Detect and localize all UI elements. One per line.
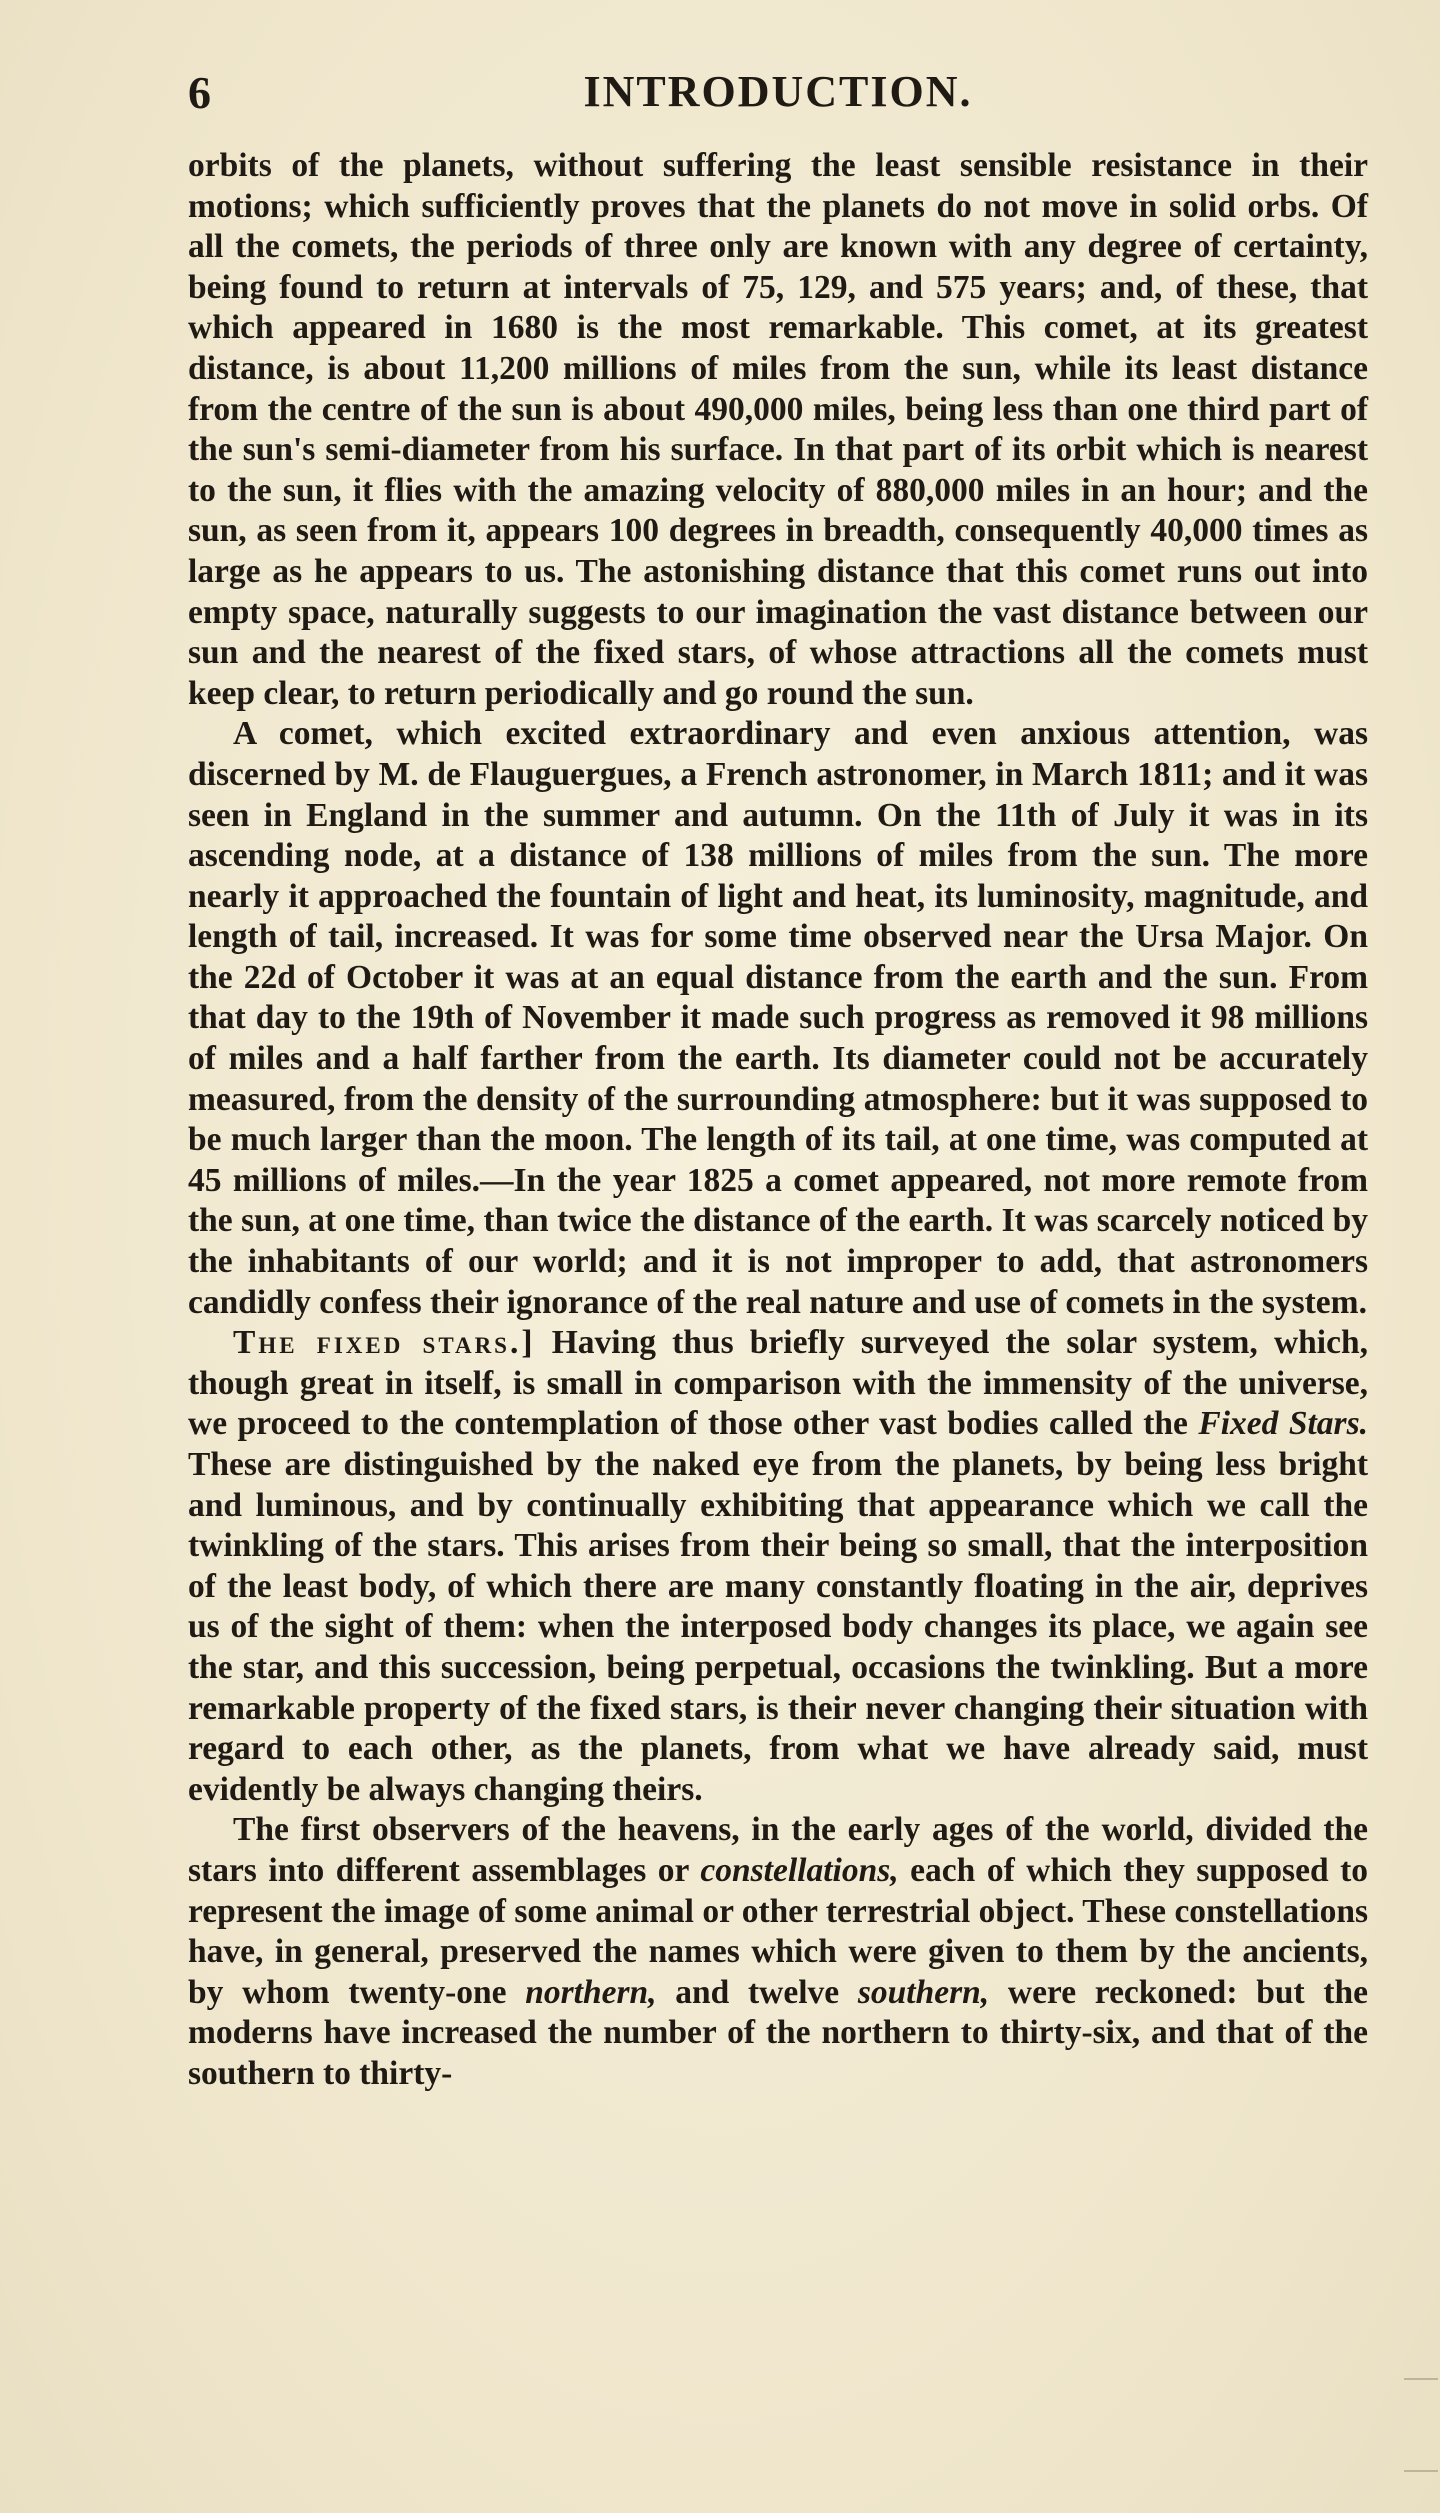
page-header: [188, 66, 1368, 126]
running-head: INTRODUCTION.: [583, 67, 973, 116]
paragraph-comet-1811: A comet, which excited extraordinary and even anxious attention, was discerned by M. de Flauguergues, a French astronomer, in March 1811; and it was seen in England in the summer and autumn. On the 11th of July it was in its ascending node, at a distance of 138 millions of miles from the sun. The more nearly it approached the fountain of light and heat, its luminosity, magnitude, and length of tail, increased. It was for some time observed near the Ursa Major. On the 22d of October it was at an equal distance from the earth and the sun. From that day to the 19th of November it made such progress as removed it 98 millions of miles and a half farther from the earth. Its diameter could not be accurately measured, from the density of the surrounding atmosphere: but it was supposed to be much larger than the moon. The length of its tail, at one time, was computed at 45 millions of miles.—In the year 1825 a comet appeared, not more remote from the sun, at one time, than twice the distance of the earth. It was scarcely noticed by the inhabitants of our world; and it is not improper to add, that astronomers candidly confess their ignorance of the real nature and use of comets in the system.: [188, 715, 1368, 1321]
paragraph-constellations: [188, 1810, 1368, 2094]
body-text: [188, 146, 1368, 2095]
paragraph-comets-orbits: orbits of the planets, without suffering the least sensible resistance in their motions; which sufficiently proves that the planets do not move in solid orbs. Of all the comets, the periods of three only are known with any degree of certainty, being found to return at intervals of 75, 129, and 575 years; and, of these, that which appeared in 1680 is the most remarkable. This comet, at its greatest distance, is about 11,200 millions of miles from the sun, while its least distance from the centre of the sun is about 490,000 miles, being less than one third part of the sun's semi-diameter from his surface. In that part of its orbit which is nearest to the sun, it flies with the amazing velocity of 880,000 miles in an hour; and the sun, as seen from it, appears 100 degrees in breadth, consequently 40,000 times as large as he appears to us. The astonishing distance that this comet runs out into empty space, naturally suggests to our imagination the vast distance between our sun and the nearest of the fixed stars, of whose attractions all the comets must keep clear, to return periodically and go round the sun.: [188, 147, 1368, 712]
section-heading-fixed-stars: The fixed stars.]: [233, 1324, 536, 1362]
scan-edge-mark: [1404, 2378, 1438, 2380]
fixed-stars-term: Fixed Stars.: [1198, 1405, 1368, 1443]
constellations-text-after: each of which they supposed to represent the image of some animal or other terrestrial object. These constellations have, in general, preserved the names which were given to them by the ancients, by whom twenty-one: [188, 1851, 1369, 2011]
paragraph-fixed-stars: [188, 1323, 1368, 1810]
fixed-stars-text-after: These are distinguished by the naked eye from the planets, by being less bright and luminous, and by continually exhibiting that appearance which we call the twinkling of the stars. This arises from their being so small, that the interposition of the least body, of which there are many constantly floating in the air, deprives us of the sight of them: when the interposed body changes its place, we again see the star, and this succession, being perpetual, occasions the twinkling. But a more remarkable property of the fixed stars, is their never changing their situation with regard to each other, as the planets, from what we have already said, must evidently be always changing theirs.: [188, 1446, 1368, 1808]
page-number: 6: [188, 67, 212, 118]
scan-edge-mark: [1404, 2470, 1438, 2472]
southern-term: southern,: [857, 1973, 990, 2011]
northern-term: northern,: [525, 1973, 657, 2011]
constellations-term: constellations,: [700, 1851, 899, 1889]
constellations-text-end: were reckoned: but the moderns have increased the number of the northern to thirty-six, and that of the southern to thirty-: [188, 1973, 1369, 2092]
constellations-text-before: The first observers of the heavens, in the early ages of the world, divided the stars into different assemblages or: [188, 1811, 1368, 1889]
and-twelve-text: and twelve: [675, 1973, 840, 2011]
fixed-stars-text-before: Having thus briefly surveyed the solar system, which, though great in itself, is small in comparison with the immensity of the universe, we proceed to the contemplation of those other vast bodies called the: [188, 1324, 1368, 1443]
